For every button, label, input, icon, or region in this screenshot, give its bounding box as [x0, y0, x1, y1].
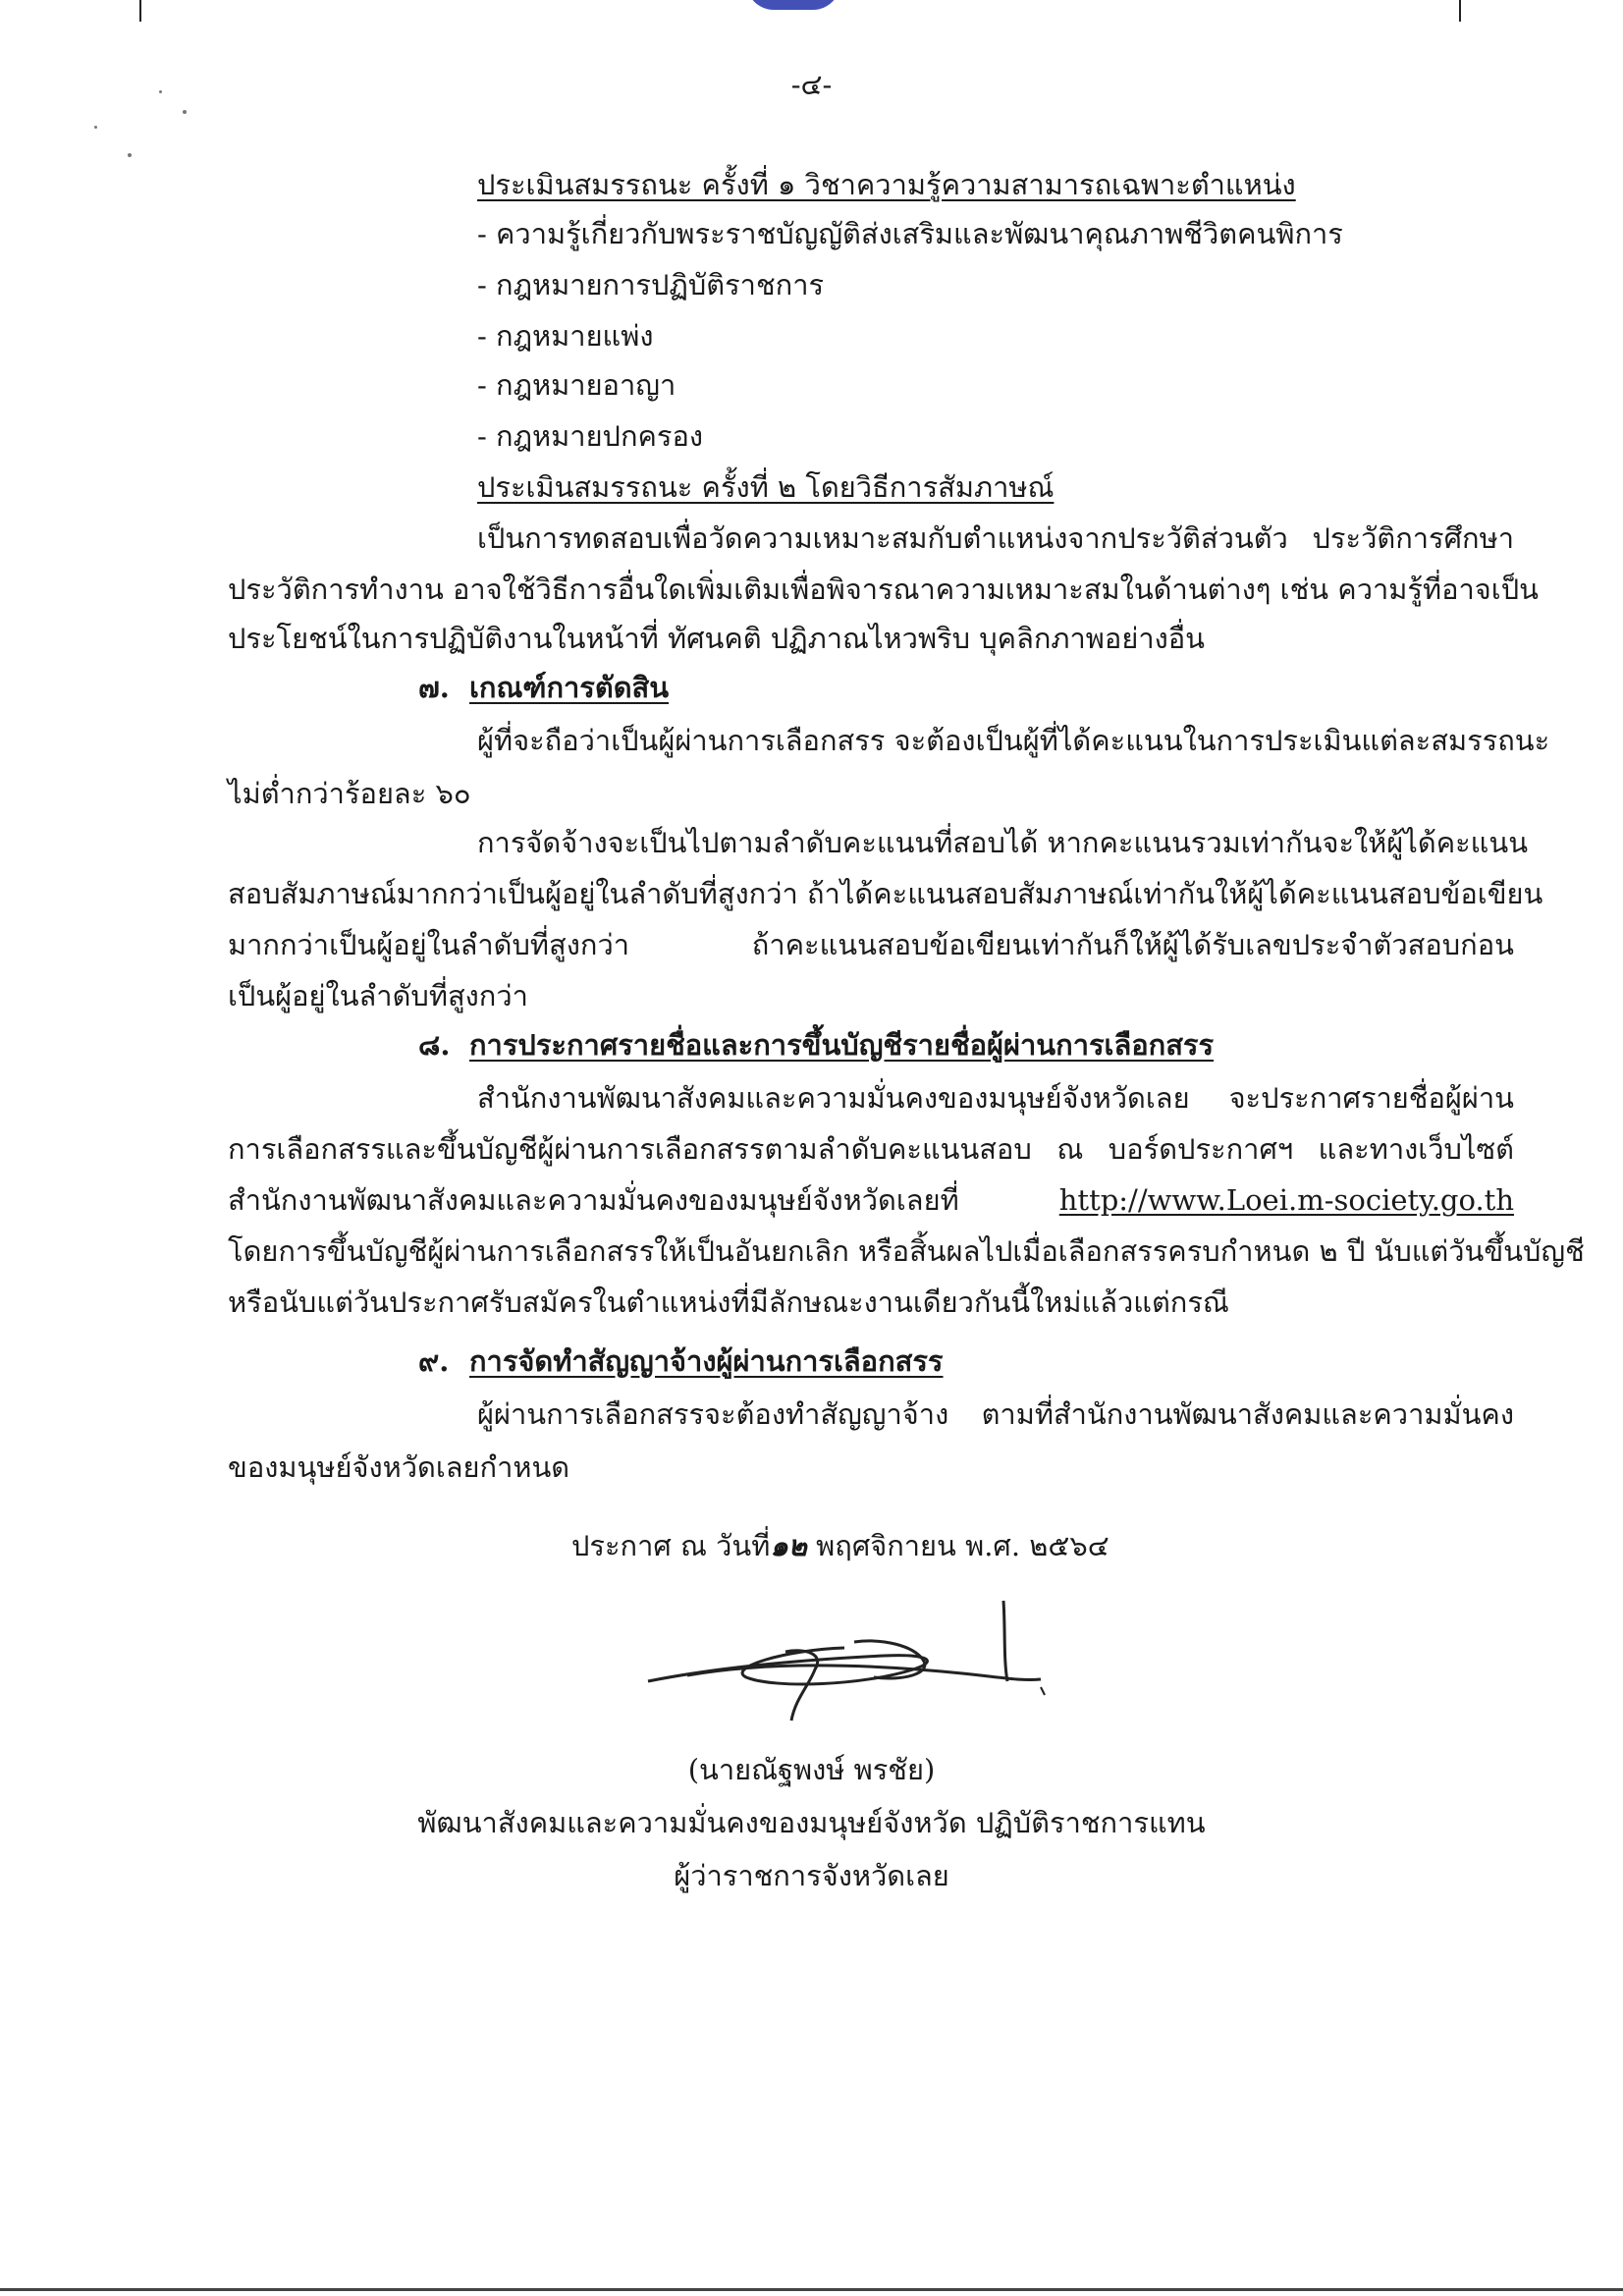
section-8-heading: [418, 1025, 1214, 1065]
scan-speck: [94, 126, 97, 129]
section-9-title: การจัดทำสัญญาจ้างผู้ผ่านการเลือกสรร: [469, 1344, 944, 1378]
section-7-number: ๗.: [418, 671, 450, 704]
section-8-line: สำนักงานพัฒนาสังคมและความมั่นคงของมนุษย์จังหวัดเลย จะประกาศรายชื่อผู้ผ่าน: [477, 1081, 1514, 1115]
announcement-prefix: ประกาศ ณ วันที่: [571, 1529, 771, 1562]
section-8-line: โดยการขึ้นบัญชีผู้ผ่านการเลือกสรรให้เป็นอันยกเลิก หรือสิ้นผลไปเมื่อเลือกสรรครบกำหนด ๒ ปี นับแต่วันขึ้นบัญชี: [228, 1234, 1585, 1268]
signer-title-2: ผู้ว่าราชการจังหวัดเลย: [674, 1859, 949, 1892]
section-9-line: ผู้ผ่านการเลือกสรรจะต้องทำสัญญาจ้าง ตามที่สำนักงานพัฒนาสังคมและความมั่นคง: [477, 1397, 1514, 1431]
assess1-item: - กฎหมายอาญา: [477, 368, 676, 402]
section-7-title: เกณฑ์การตัดสิน: [469, 671, 670, 704]
announcement-day: ๑๒: [770, 1529, 807, 1562]
assess1-item: - ความรู้เกี่ยวกับพระราชบัญญัติส่งเสริมและพัฒนาคุณภาพชีวิตคนพิการ: [477, 217, 1343, 250]
announcement-rest: พฤศจิกายน พ.ศ. ๒๕๖๔: [806, 1529, 1109, 1562]
assess1-item: - กฎหมายแพ่ง: [477, 319, 654, 353]
section-9-line: ของมนุษย์จังหวัดเลยกำหนด: [228, 1450, 570, 1484]
punch-mark-left: [139, 0, 141, 22]
section-8-line3-text: สำนักงานพัฒนาสังคมและความมั่นคงของมนุษย์จังหวัดเลยที่: [228, 1183, 959, 1217]
section-9-heading: [418, 1341, 944, 1381]
section-7-heading: [418, 668, 669, 707]
assess2-title: ประเมินสมรรถนะ ครั้งที่ ๒ โดยวิธีการสัมภาษณ์: [477, 470, 1055, 504]
assess2-line: ประวัติการทำงาน อาจใช้วิธีการอื่นใดเพิ่มเติมเพื่อพิจารณาความเหมาะสมในด้านต่างๆ เช่น ความรู้ที่อาจเป็น: [228, 573, 1539, 606]
section-7-paragraph-2: สอบสัมภาษณ์มากกว่าเป็นผู้อยู่ในลำดับที่สูงกว่า ถ้าได้คะแนนสอบสัมภาษณ์เท่ากันให้ผู้ได้คะแนนสอบข้อเขียน: [228, 877, 1543, 910]
section-7-paragraph-1: ผู้ที่จะถือว่าเป็นผู้ผ่านการเลือกสรร จะต้องเป็นผู้ที่ได้คะแนนในการประเมินแต่ละสมรรถนะ: [477, 724, 1550, 757]
section-8-number: ๘.: [418, 1028, 451, 1062]
scan-speck: [183, 110, 187, 114]
section-8-title: การประกาศรายชื่อและการขึ้นบัญชีรายชื่อผู้ผ่านการเลือกสรร: [469, 1028, 1215, 1062]
assess1-item: - กฎหมายปกครอง: [477, 419, 704, 453]
signature-image: [628, 1591, 1060, 1728]
signer-name: (นายณัฐพงษ์ พรชัย): [687, 1753, 936, 1786]
punch-mark-right: [1459, 0, 1461, 22]
page-number: -๔-: [790, 68, 833, 101]
seal-stamp-edge: [746, 0, 840, 10]
assess1-item: - กฎหมายการปฏิบัติราชการ: [477, 268, 825, 301]
section-7-paragraph-2: มากกว่าเป็นผู้อยู่ในลำดับที่สูงกว่า ถ้าคะแนนสอบข้อเขียนเท่ากันก็ให้ผู้ได้รับเลขประจำตัวสอบก่อน: [228, 928, 1514, 961]
scan-speck: [128, 153, 132, 157]
section-8-line: หรือนับแต่วันประกาศรับสมัครในตำแหน่งที่มีลักษณะงานเดียวกันนี้ใหม่แล้วแต่กรณี: [228, 1285, 1229, 1319]
section-8-line: [228, 1180, 1514, 1220]
page-bottom-edge: [0, 2288, 1623, 2291]
section-7-paragraph-2: การจัดจ้างจะเป็นไปตามลำดับคะแนนที่สอบได้ หากคะแนนรวมเท่ากันจะให้ผู้ได้คะแนน: [477, 826, 1529, 859]
section-8-line: การเลือกสรรและขึ้นบัญชีผู้ผ่านการเลือกสรรตามลำดับคะแนนสอบ ณ บอร์ดประกาศฯ และทางเว็บไซต์: [228, 1132, 1514, 1166]
section-7-paragraph-2: เป็นผู้อยู่ในลำดับที่สูงกว่า: [228, 979, 528, 1012]
announcement-date: [571, 1526, 1109, 1565]
assess2-line: เป็นการทดสอบเพื่อวัดความเหมาะสมกับตำแหน่งจากประวัติส่วนตัว ประวัติการศึกษา: [477, 521, 1514, 555]
assess2-line: ประโยชน์ในการปฏิบัติงานในหน้าที่ ทัศนคติ ปฏิภาณไหวพริบ บุคลิกภาพอย่างอื่น: [228, 622, 1206, 655]
assess1-title: ประเมินสมรรถนะ ครั้งที่ ๑ วิชาความรู้ความสามารถเฉพาะตำแหน่ง: [477, 168, 1296, 201]
section-7-paragraph-1: ไม่ต่ำกว่าร้อยละ ๖๐: [228, 777, 471, 810]
section-9-number: ๙.: [418, 1344, 450, 1378]
website-link[interactable]: http://www.Loei.m-society.go.th: [1058, 1183, 1514, 1217]
signer-title: พัฒนาสังคมและความมั่นคงของมนุษย์จังหวัด ปฏิบัติราชการแทน: [417, 1806, 1206, 1839]
